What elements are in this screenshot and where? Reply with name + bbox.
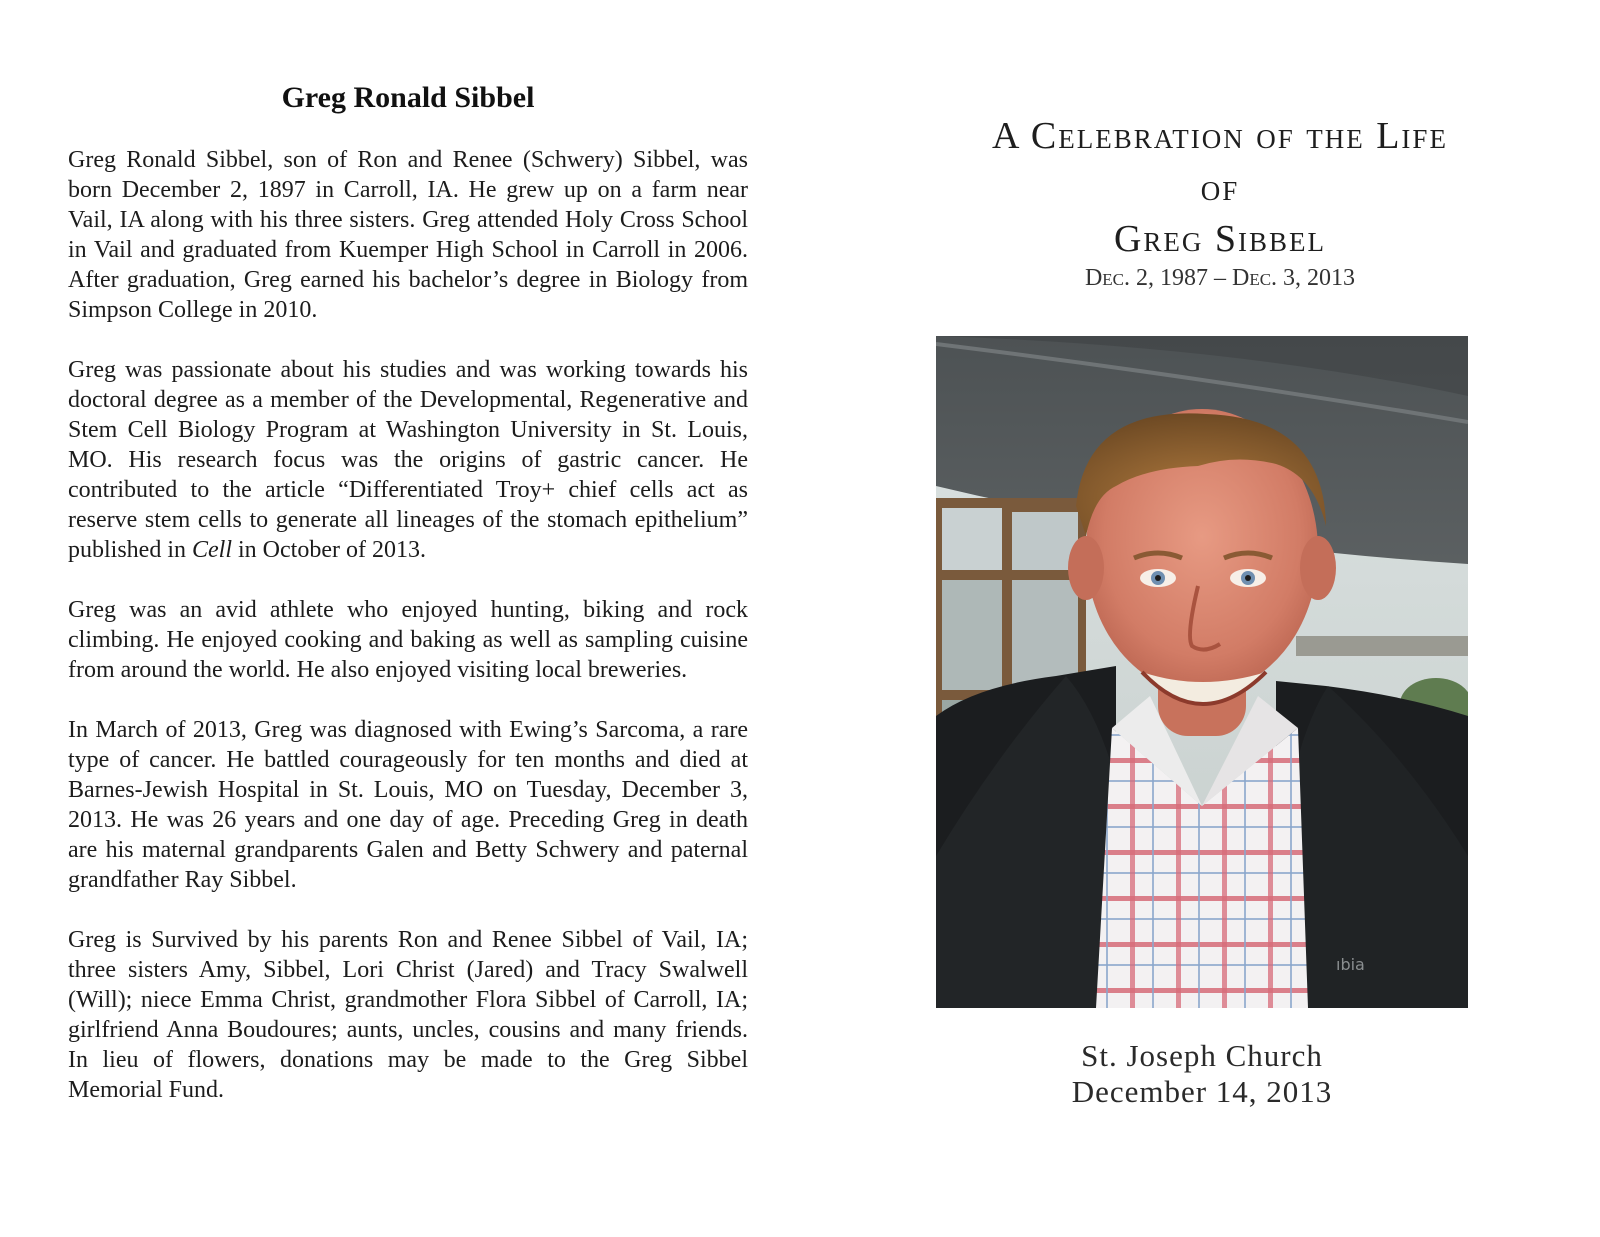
obituary-paragraph-1: Greg Ronald Sibbel, son of Ron and Renee (Schwery) Sibbel, was born December 2, 1897 in Carroll, IA. He grew up on a farm near Vail, IA along with his three sisters. Greg attended Holy Cross School in Vail and graduated from Kuemper High School in Carroll in 2006. After graduation, Greg earned his bachelor’s degree in Biology from Simpson College in 2010. xyxy=(68,147,748,323)
of-line: of xyxy=(1200,167,1240,209)
life-dates: Dec. 2, 1987 – Dec. 3, 2013 xyxy=(1084,265,1356,291)
journal-name: Cell xyxy=(192,537,232,563)
obituary-title: Greg Ronald Sibbel xyxy=(281,81,535,114)
jacket-logo-text: ıbia xyxy=(1336,955,1365,974)
portrait-photo xyxy=(936,336,1468,1008)
service-info xyxy=(900,1038,1504,1110)
cover-page xyxy=(900,110,1540,1109)
obituary-paragraph-2 xyxy=(68,355,748,565)
paragraph-2-text: Greg was passionate about his studies and was working towards his doctoral degree as a member of the Developmental, Regenerative and Stem Cell Biology Program at Washington University in St. Louis, MO. His research focus was the origins of gastric cancer. He contributed to the article “Differentiated Troy+ chief cells act as reserve stem cells to generate all lineages of the stomach epithelium” published in xyxy=(68,357,748,563)
obituary-paragraph-4: In March of 2013, Greg was diagnosed with Ewing’s Sarcoma, a rare type of cancer. He battled courageously for ten months and died at Barnes-Jewish Hospital in St. Louis, MO on Tuesday, December 3, 2013. He was 26 years and one day of age. Preceding Greg in death are his maternal grandparents Galen and Betty Schwery and paternal grandfather Ray Sibbel. xyxy=(68,717,748,893)
obituary-paragraph-5: Greg is Survived by his parents Ron and Renee Sibbel of Vail, IA; three sisters Amy, Sibbel, Lori Christ (Jared) and Tracy Swalwell (Will); niece Emma Christ, grandmother Flora Sibbel of Carroll, IA; girlfriend Anna Boudoures; aunts, uncles, cousins and many friends. In lieu of flowers, donations may be made to the Greg Sibbel Memorial Fund. xyxy=(68,927,748,1103)
service-date: December 14, 2013 xyxy=(1071,1074,1333,1109)
church-name: St. Joseph Church xyxy=(1081,1038,1323,1073)
honoree-name: Greg Sibbel xyxy=(1113,218,1327,260)
portrait-illustration xyxy=(936,336,1468,1008)
celebration-heading: A Celebration of the Life xyxy=(992,115,1448,157)
obituary-paragraph-3: Greg was an avid athlete who enjoyed hunting, biking and rock climbing. He enjoyed cooking and baking as well as sampling cuisine from around the world. He also enjoyed visiting local breweries. xyxy=(68,597,748,683)
obituary-page xyxy=(68,78,748,1208)
obituary-body xyxy=(68,145,748,1105)
paragraph-2-ending: in October of 2013. xyxy=(232,537,426,563)
